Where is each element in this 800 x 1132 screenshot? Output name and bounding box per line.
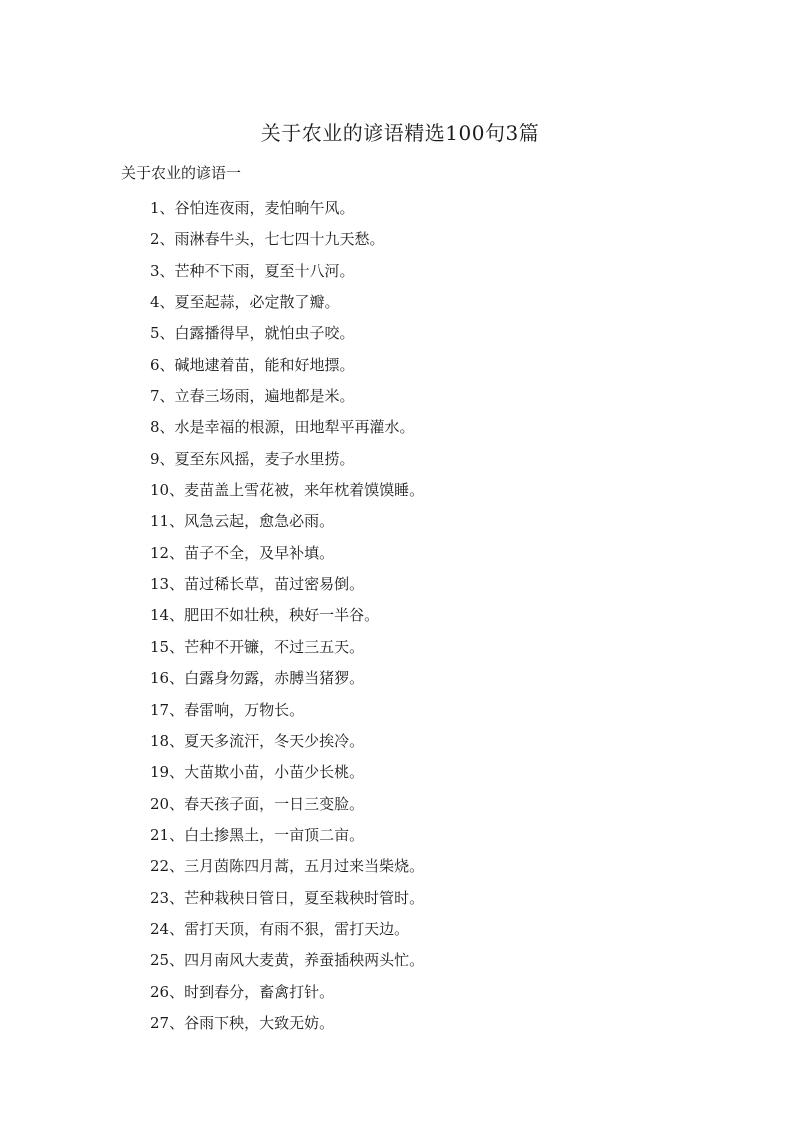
proverb-item: 23、芒种栽秧日管日，夏至栽秧时管时。 (150, 888, 425, 907)
proverb-item: 3、芒种不下雨，夏至十八河。 (150, 261, 355, 280)
proverb-item: 8、水是幸福的根源，田地犁平再灌水。 (150, 418, 415, 437)
proverb-item: 17、春雷响，万物长。 (150, 700, 305, 719)
proverb-item: 9、夏至东风摇，麦子水里捞。 (150, 449, 355, 468)
proverb-item: 22、三月茵陈四月蒿，五月过来当柴烧。 (150, 857, 425, 876)
proverb-item: 2、雨淋春牛头，七七四十九天愁。 (150, 230, 385, 249)
proverb-item: 24、雷打天顶，有雨不狠，雷打天边。 (150, 919, 410, 938)
proverb-item: 6、碱地逮着苗，能和好地摽。 (150, 355, 355, 374)
proverb-item: 26、时到春分，畜禽打针。 (150, 982, 335, 1001)
proverb-list (150, 193, 424, 1039)
proverb-item: 18、夏天多流汗，冬天少挨冷。 (150, 731, 365, 750)
proverb-item: 5、白露播得早，就怕虫子咬。 (150, 324, 355, 343)
proverb-item: 19、大苗欺小苗，小苗少长桃。 (150, 763, 365, 782)
proverb-item: 14、肥田不如壮秧，秧好一半谷。 (150, 606, 380, 625)
section-heading: 关于农业的谚语一 (121, 164, 242, 182)
proverb-item: 21、白土掺黑土，一亩顶二亩。 (150, 825, 365, 844)
proverb-item: 16、白露身勿露，赤膊当猪猡。 (150, 669, 365, 688)
proverb-item: 13、苗过稀长草，苗过密易倒。 (150, 575, 365, 594)
proverb-item: 7、立春三场雨，遍地都是米。 (150, 387, 355, 406)
proverb-item: 11、风急云起，愈急必雨。 (150, 512, 335, 531)
proverb-item: 15、芒种不开镰，不过三五天。 (150, 637, 365, 656)
proverb-item: 20、春天孩子面，一日三变脸。 (150, 794, 365, 813)
proverb-item: 12、苗子不全，及早补填。 (150, 543, 335, 562)
proverb-item: 10、麦苗盖上雪花被，来年枕着馍馍睡。 (150, 481, 425, 500)
proverb-item: 27、谷雨下秧，大致无妨。 (150, 1013, 335, 1032)
proverb-item: 25、四月南风大麦黄，养蚕插秧两头忙。 (150, 951, 425, 970)
document-title: 关于农业的谚语精选100句3篇 (260, 121, 540, 145)
proverb-item: 4、夏至起蒜，必定散了瓣。 (150, 293, 340, 312)
proverb-item: 1、谷怕连夜雨，麦怕晌午风。 (150, 199, 355, 217)
